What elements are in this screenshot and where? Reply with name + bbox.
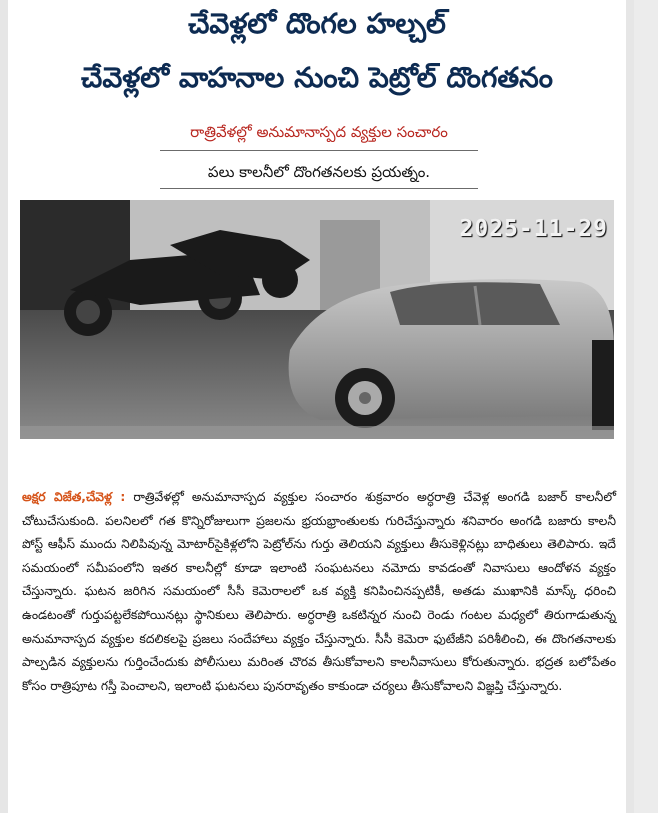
page-edge (634, 0, 658, 813)
subheading-divider-2 (160, 188, 478, 189)
newspaper-clipping (8, 0, 626, 813)
article-text: రాత్రివేళల్లో అనుమానాస్పద వ్యక్తుల సంచారం శుక్రవారం అర్ధరాత్రి చేవెళ్ల అంగడి బజార్ కాలనీలో చోటుచేసుకుంది. పలనిలలో గత కొన్నిరోజులుగా ప్రజలను భ్రయభ్రాంతులకు గురిచేస్తున్నారు శనివారం అంగడి బజారు కాలనీ పోస్ట్ ఆఫీస్ ముందు నిలిపివున్న మోటార్‌సైకిళ్లలోని పెట్రోల్‌ను గుర్తు తెలియని వ్యక్తులు తీసుకెళ్లినట్లు బాధితులు తెలిపారు. ఇదే సమయంలో సమీపంలోని ఇతర కాలనీల్లో కూడా ఇలాంటి సంఘటనలు నమోదు కావడంతో నివాసులు ఆందోళన వ్యక్తం చేస్తున్నారు. ఘటన జరిగిన సమయంలో సీసీ కెమెరాలలో ఒక వ్యక్తి కనిపించినప్పటికీ, అతడు ముఖానికి మాస్క్ ధరించి ఉండటంతో గుర్తుపట్టలేకపోయినట్లు స్థానికులు తెలిపారు. అర్ధరాత్రి ఒకటిన్నర నుంచి రెండు గంటల మధ్యలో తిరుగాడుతున్న అనుమానాస్పద వ్యక్తుల కదలికలపై ప్రజలు సందేహాలు వ్యక్తం చేస్తున్నారు. సీసీ కెమెరా ఫుటేజీని పరిశీలించి, ఈ దొంగతనాలకు పాల్పడిన వ్యక్తులను గుర్తించేందుకు పోలీసులు మరింత చొరవ తీసుకోవాలని కాలనీవాసులు కోరుతున్నారు. భద్రత బలోపేతం కోసం రాత్రిపూట గస్తీ పెంచాలని, ఇలాంటి ఘటనలు పునరావృతం కాకుండా చర్యలు తీసుకోవాలని విజ్ఞప్తి చేస్తున్నారు. (22, 490, 616, 693)
cctv-timestamp: 2025-11-29 (459, 216, 608, 242)
subheading-2: పలు కాలనీలో దొంగతనలకు ప్రయత్నం. (207, 163, 431, 181)
headline-secondary: చేవెళ్లలో వాహనాల నుంచి పెట్రోల్ దొంగతనం (81, 61, 553, 94)
headline-primary: చేవెళ్లలో దొంగల హల్చల్ (188, 7, 446, 40)
subheading-1: రాత్రివేళల్లో అనుమానాస్పద వ్యక్తుల సంచారం (190, 123, 448, 141)
byline: అక్షర విజేత,చేవెళ్ల : (22, 490, 126, 504)
subheading-divider-1 (160, 150, 478, 151)
cctv-photo (20, 200, 614, 439)
article-body (22, 486, 616, 698)
